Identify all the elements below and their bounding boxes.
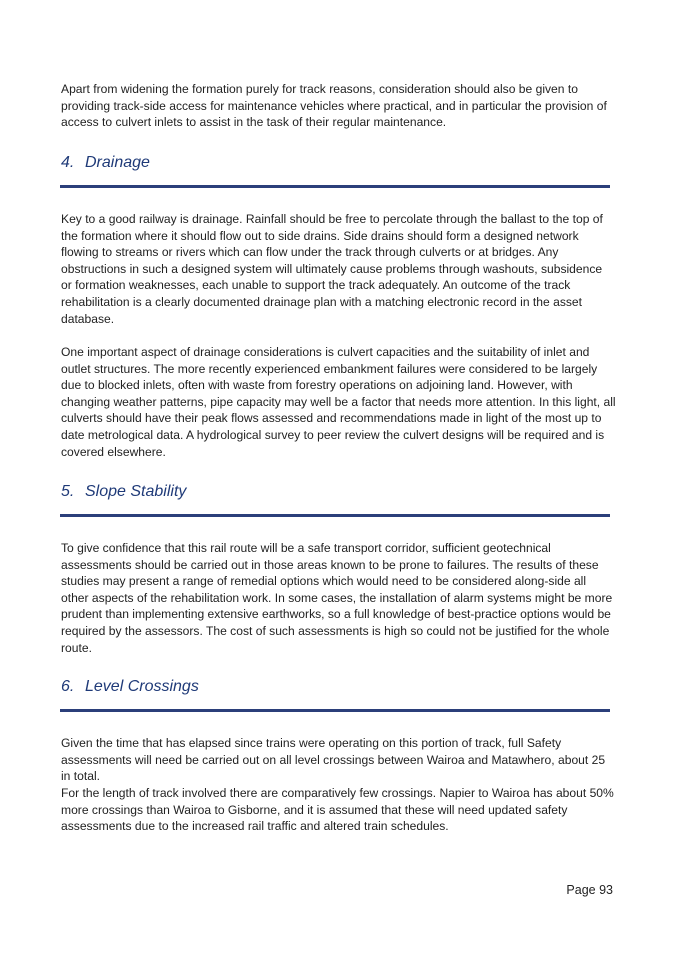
- section-number: 5.: [61, 483, 75, 500]
- section-title: Level Crossings: [85, 678, 199, 695]
- slope-stability-paragraph: To give confidence that this rail route will be a safe transport corridor, sufficient geotechnical assessments should be carried out in those areas known to be prone to failures. The results of these studies may present a range of remedial options which would need to be considered along-side all other aspects of the rehabilitation work. In some cases, the installation of alarm systems might be more prudent than implementing extensive earthworks, so a full knowledge of best-practice options would be required by the assessors. The cost of such assessments is high so could not be justified for the whole route.: [61, 541, 613, 655]
- level-crossings-paragraph-2: For the length of track involved there are comparatively few crossings. Napier to Wairoa has about 50% more crossings than Wairoa to Gisborne, and it is assumed that these will need updated safety assessments due to the increased rail traffic and altered train schedules.: [61, 786, 614, 834]
- section-number: 4.: [61, 154, 75, 171]
- drainage-paragraph-2: One important aspect of drainage considerations is culvert capacities and the suitability of inlet and outlet structures. The more recently experienced embankment failures were considered to be largely due to blocked inlets, often with waste from forestry operations on adjoining land. However, with changing weather patterns, pipe capacity may well be a factor that needs more attention. In this light, all culverts should have their peak flows assessed and recommendations made in light of the most up to date metrological data. A hydrological survey to peer review the culvert designs will be required and is covered elsewhere.: [61, 345, 616, 459]
- section-number: 6.: [61, 678, 75, 695]
- section-title: Drainage: [85, 154, 150, 171]
- section-divider: [60, 709, 610, 712]
- page-number: Page 93: [566, 883, 613, 897]
- intro-paragraph: Apart from widening the formation purely for track reasons, consideration should also be given to providing track-side access for maintenance vehicles where practical, and in particular the provision of access to culvert inlets to assist in the task of their regular maintenance.: [61, 82, 607, 130]
- section-heading-drainage: [61, 154, 150, 172]
- drainage-paragraph-1: Key to a good railway is drainage. Rainfall should be free to percolate through the ballast to the top of the formation where it should flow out to side drains. Side drains should form a designed network flowing to streams or rivers which can flow under the track through culverts or at bridges. Any obstructions in such a designed system will ultimately cause problems through washouts, subsidence or formation weaknesses, each unable to support the track adequately. An outcome of the track rehabilitation is a clearly documented drainage plan with a matching electronic record in the asset database.: [61, 212, 603, 326]
- level-crossings-paragraph-1: Given the time that has elapsed since trains were operating on this portion of track, full Safety assessments will need be carried out on all level crossings between Wairoa and Matawhero, about 25 in total.: [61, 736, 606, 784]
- section-divider: [60, 185, 610, 188]
- section-heading-level-crossings: [61, 678, 199, 696]
- section-heading-slope-stability: [61, 483, 186, 501]
- section-divider: [60, 514, 610, 517]
- section-title: Slope Stability: [85, 483, 187, 500]
